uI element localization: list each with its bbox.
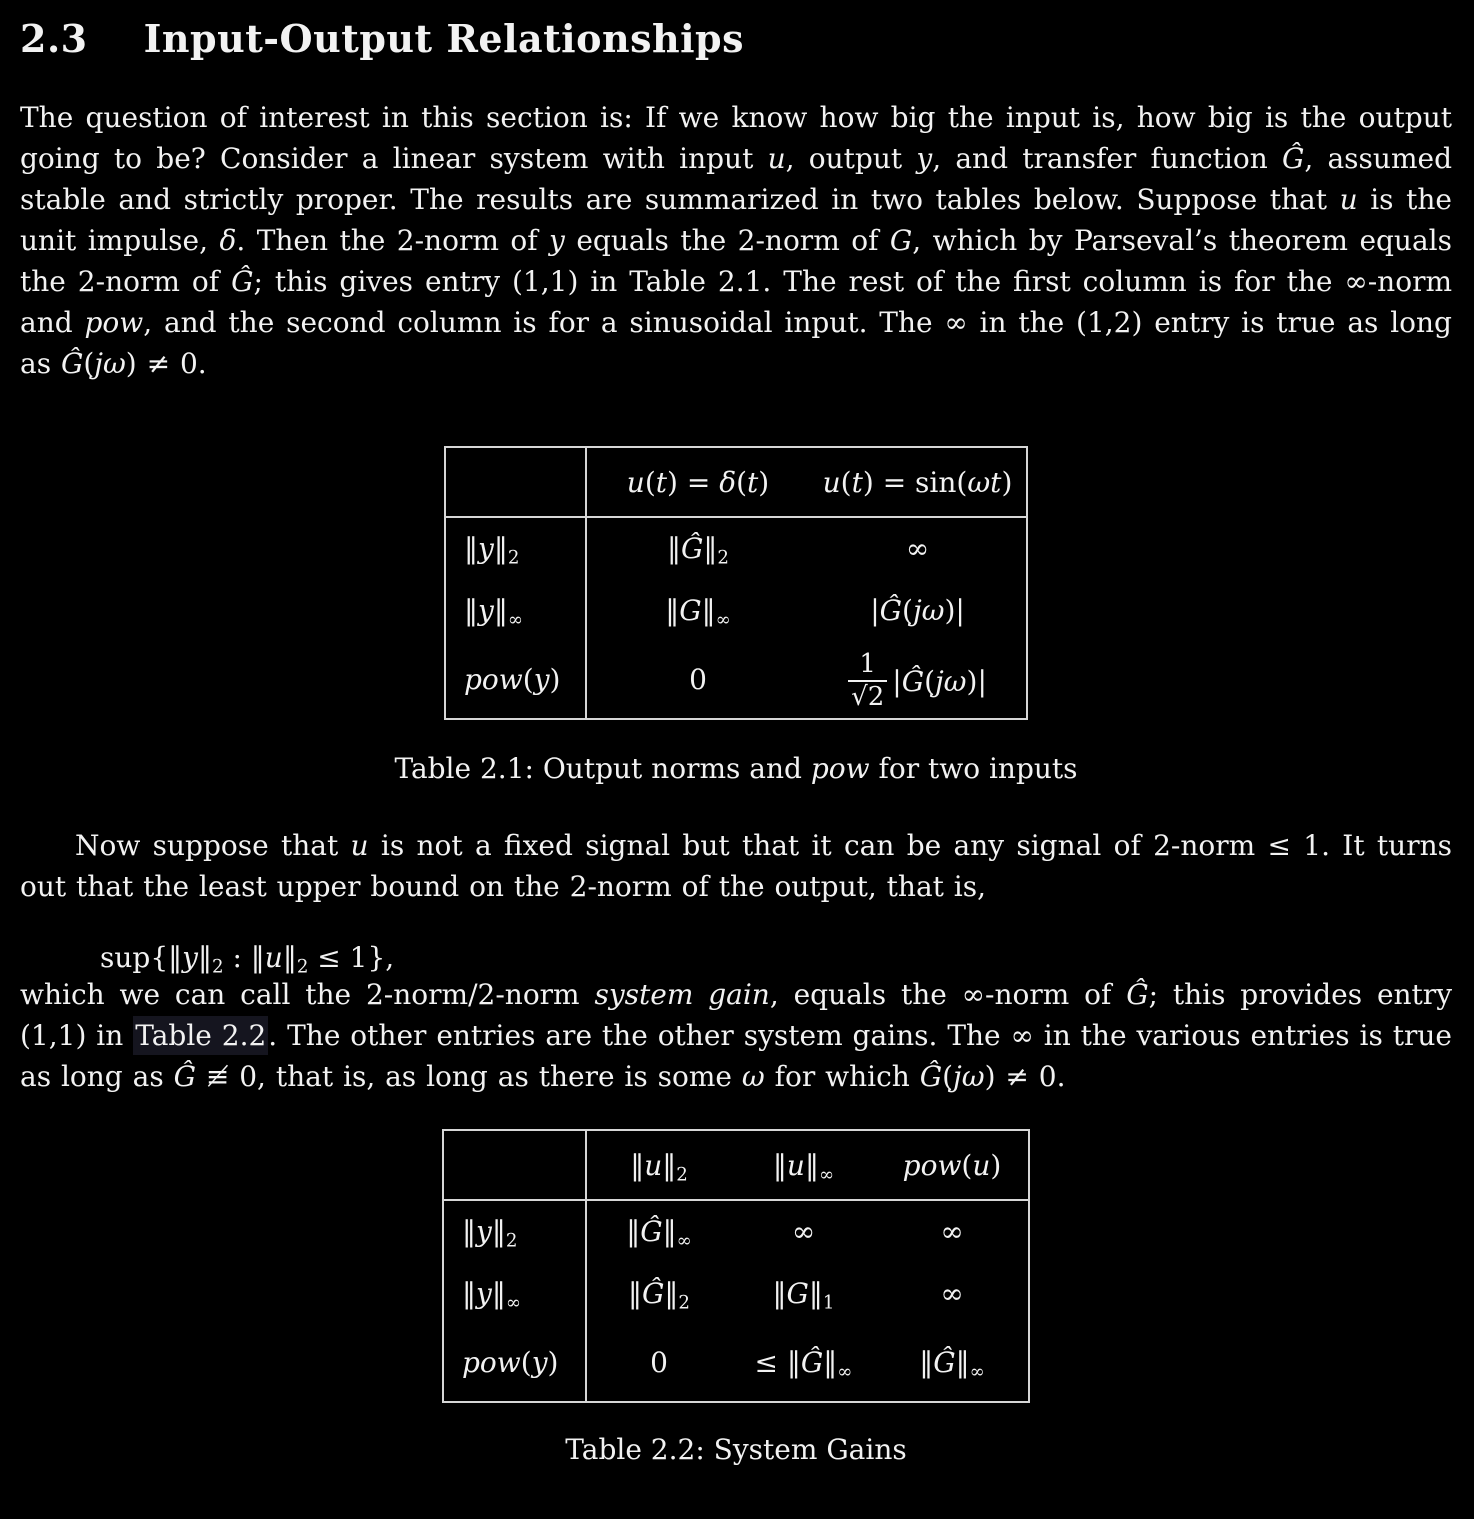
text-segment: ( — [942, 1060, 954, 1093]
text-segment: ‖ — [464, 532, 478, 565]
text-segment: Ĝ — [800, 1346, 824, 1379]
text-segment: ( — [644, 465, 656, 499]
table-row — [445, 579, 1027, 641]
text-segment: Ĝ — [879, 593, 902, 627]
text-segment: t — [851, 465, 863, 499]
table-2-2-corner-cell — [443, 1130, 586, 1200]
text-segment: y — [916, 142, 933, 175]
table-2-2-header-row — [443, 1130, 1029, 1200]
text-segment: G — [889, 224, 913, 257]
paragraph-system-gain — [20, 974, 1452, 1097]
text-segment: Ĝ — [1126, 978, 1149, 1011]
text-segment: u — [786, 1148, 805, 1182]
table-2-2-row-label-yinf — [443, 1262, 586, 1324]
text-segment: ) ≠ 0. — [984, 1060, 1066, 1093]
gain-magnitude-expression — [892, 665, 987, 698]
text-segment: y — [478, 532, 494, 565]
text-segment: ) = sin( — [862, 465, 968, 499]
text-segment: δ — [219, 224, 237, 257]
table-2-2-row-label-y2 — [443, 1200, 586, 1262]
text-segment: 2 — [717, 547, 729, 569]
text-segment: 2 — [296, 956, 309, 978]
text-segment: pow — [84, 306, 144, 339]
text-segment: The question of interest in this section is: If we know how big the input is, how big is the output going to be? Consider a linear system with input — [20, 101, 1452, 175]
text-segment: G — [786, 1276, 809, 1310]
text-segment: ) — [549, 663, 561, 696]
text-segment: . Then the 2-norm of — [236, 224, 550, 257]
text-segment: ‖ — [491, 1215, 506, 1248]
text-segment: ) — [758, 465, 770, 499]
table-2-2-col-header-uinf — [731, 1130, 876, 1200]
paragraph-intro — [20, 97, 1452, 384]
text-segment: y — [478, 593, 494, 627]
text-segment: ω — [741, 1060, 765, 1093]
table-2-1-row-label-y2 — [445, 517, 586, 579]
table-row — [443, 1262, 1029, 1324]
text-segment: 2 — [507, 547, 520, 569]
text-segment: ‖ — [282, 941, 297, 974]
text-segment: u — [626, 465, 645, 499]
table-row — [443, 1324, 1029, 1402]
text-segment: ∞ — [940, 1215, 964, 1248]
text-segment: )| — [966, 665, 987, 698]
text-segment: : ‖ — [223, 941, 265, 974]
text-segment: 0 — [650, 1346, 668, 1379]
text-segment: ( — [840, 465, 852, 499]
text-segment: y — [476, 1215, 492, 1248]
text-segment: ( — [522, 663, 534, 696]
text-segment: pow — [810, 752, 870, 785]
text-segment: u — [822, 465, 841, 499]
text-segment: 2 — [676, 1163, 688, 1185]
text-segment: ‖ — [197, 941, 212, 974]
text-segment: ( — [83, 347, 95, 380]
fraction-denominator — [848, 680, 887, 713]
text-segment: u — [264, 941, 283, 974]
text-segment: , and transfer function — [932, 142, 1282, 175]
table-2-1-col-header-sinusoid — [809, 447, 1027, 517]
text-segment: ‖ — [665, 593, 680, 627]
text-segment: ‖ — [630, 1148, 645, 1182]
text-segment: ) = — [667, 465, 720, 499]
text-segment: ‖ — [462, 1276, 476, 1310]
text-segment: ‖ — [626, 1215, 641, 1248]
table-2-1-corner-cell — [445, 447, 586, 517]
fraction-numerator: 1 — [859, 649, 876, 680]
text-segment: ( — [736, 465, 748, 499]
text-segment: ) — [547, 1346, 559, 1379]
text-segment: ‖ — [464, 593, 478, 627]
text-segment: ‖ — [493, 532, 508, 565]
table-2-2-cell-yinf-powu — [876, 1262, 1029, 1324]
text-segment: ∞ — [905, 532, 930, 565]
text-segment: . The other entries are the other system gains. The ∞ in the various entries is true as long as — [20, 1019, 1453, 1093]
text-segment: Ĝ — [1281, 142, 1305, 175]
text-segment: y — [182, 941, 198, 974]
text-segment: ∞ — [676, 1230, 692, 1252]
table-2-2-cell-y2-uinf — [731, 1200, 876, 1262]
section-number: 2.3 — [20, 16, 88, 61]
text-segment: | — [870, 593, 880, 627]
text-segment: Ĝ — [60, 347, 84, 380]
text-segment: Ĝ — [681, 532, 704, 565]
text-segment: ‖ — [493, 593, 508, 627]
text-segment: ‖ — [955, 1346, 970, 1379]
text-segment: 2 — [505, 1230, 518, 1252]
text-segment: y — [533, 663, 550, 696]
text-segment: G — [679, 593, 702, 627]
text-segment: t — [655, 465, 668, 499]
table-2-2 — [442, 1129, 1030, 1403]
section-heading — [20, 16, 1452, 61]
text-segment: ) — [990, 1148, 1002, 1182]
text-segment: Table 2.1: Output norms and — [394, 752, 811, 785]
text-segment: u — [644, 1148, 663, 1182]
text-segment: equals the 2-norm of — [564, 224, 890, 257]
text-segment: which we can call the 2-norm/2-norm — [20, 978, 595, 1011]
text-segment: ∞ — [837, 1361, 853, 1383]
table-2-2-cell-y2-powu — [876, 1200, 1029, 1262]
text-segment: 1 — [822, 1291, 835, 1313]
text-segment: ∞ — [507, 608, 523, 630]
text-segment: , which by Parseval’s theorem equals the 2-norm of — [20, 224, 1452, 298]
text-segment: ≤ ‖ — [754, 1346, 801, 1379]
text-segment: jω — [935, 665, 967, 698]
text-segment: ≤ 1}, — [308, 941, 395, 974]
text-segment: ∞ — [818, 1163, 835, 1185]
text-segment: is not a fixed signal but that it can be any signal of 2-norm ≤ 1. It turns out that the least upper bound on the 2-norm of the output, that is, — [20, 829, 1452, 903]
table-2-1-row-label-pow — [445, 641, 586, 719]
table-2-2-cell-yinf-uinf — [731, 1262, 876, 1324]
text-segment: , equals the ∞-norm of — [769, 978, 1127, 1011]
text-segment: Ĝ — [231, 265, 254, 298]
text-segment: ∞ — [505, 1291, 521, 1313]
text-segment: pow — [464, 663, 523, 696]
text-segment: u — [350, 829, 369, 862]
text-segment: ωt — [967, 465, 1002, 499]
table-2-1-header-row — [445, 447, 1027, 517]
fraction-expression — [848, 650, 987, 713]
table-row — [445, 641, 1027, 719]
table-2-2-reference-link[interactable]: Table 2.2 — [133, 1016, 268, 1055]
table-2-1-cell-pow-impulse — [586, 641, 809, 719]
table-2-1-caption — [20, 752, 1452, 785]
text-segment: jω — [953, 1060, 985, 1093]
table-2-2-cell-pow-powu — [876, 1324, 1029, 1402]
text-segment: ‖ — [772, 1148, 787, 1182]
text-segment: ∞ — [791, 1215, 816, 1248]
text-segment: 2 — [678, 1291, 690, 1313]
text-segment: for which — [764, 1060, 920, 1093]
radical-sign: √ — [851, 682, 868, 712]
text-segment: sup{‖ — [100, 941, 183, 974]
text-segment: is the unit impulse, — [20, 183, 1452, 257]
text-segment: ‖ — [772, 1276, 787, 1310]
text-segment: δ — [719, 465, 737, 499]
text-segment: 2 — [211, 956, 224, 978]
text-segment: ‖ — [823, 1346, 838, 1379]
text-segment: ‖ — [808, 1276, 823, 1310]
table-2-1 — [444, 446, 1028, 720]
table-2-1-cell-y2-sinusoid — [809, 517, 1027, 579]
text-segment: ) ≠ 0. — [125, 347, 207, 380]
text-segment: ‖ — [804, 1148, 819, 1182]
text-segment: for two inputs — [869, 752, 1078, 785]
text-segment: Now suppose that — [75, 829, 351, 862]
text-segment: jω — [94, 347, 126, 380]
table-2-2-col-header-powu — [876, 1130, 1029, 1200]
text-segment: pow — [462, 1346, 521, 1379]
table-2-1-cell-yinf-sinusoid — [809, 579, 1027, 641]
text-segment: u — [1339, 183, 1358, 216]
text-segment: ( — [961, 1148, 973, 1182]
table-2-2-col-header-u2 — [586, 1130, 731, 1200]
text-segment: u — [972, 1148, 991, 1182]
text-segment: ‖ — [662, 1215, 677, 1248]
text-segment: ( — [924, 665, 935, 698]
table-2-2-cell-pow-uinf — [731, 1324, 876, 1402]
text-segment: system gain — [594, 978, 770, 1011]
table-2-1-row-label-yinf — [445, 579, 586, 641]
text-segment: Ĝ — [901, 665, 925, 698]
text-segment: ‖ — [919, 1346, 934, 1379]
text-segment: Ĝ — [933, 1346, 956, 1379]
text-segment: ( — [902, 593, 913, 627]
table-2-2-cell-yinf-u2 — [586, 1262, 731, 1324]
section-title: Input-Output Relationships — [143, 16, 745, 61]
text-segment: Ĝ — [919, 1060, 943, 1093]
paragraph-now-suppose — [20, 825, 1452, 907]
text-segment: , and the second column is for a sinusoidal input. The ∞ in the (1,2) entry is true as long as — [20, 306, 1452, 380]
one-over-sqrt2-fraction — [848, 650, 887, 713]
radicand: 2 — [867, 682, 885, 712]
text-segment: ‖ — [664, 1276, 679, 1310]
text-segment: , assumed stable and strictly proper. The results are summarized in two tables below. Suppose that — [20, 142, 1452, 216]
table-2-2-row-label-pow — [443, 1324, 586, 1402]
table-2-2-cell-pow-u2 — [586, 1324, 731, 1402]
text-segment: ; this gives entry (1,1) in Table 2.1. The rest of the first column is for the ∞-norm and — [20, 265, 1452, 339]
text-segment: y — [531, 1346, 548, 1379]
text-segment: jω — [912, 593, 945, 627]
text-segment: ; this provides entry (1,1) in — [20, 978, 1453, 1052]
text-segment: ‖ — [703, 532, 718, 565]
text-segment: Ĝ — [173, 1060, 196, 1093]
text-segment: ‖ — [462, 1215, 476, 1248]
text-segment: ∞ — [969, 1361, 985, 1383]
table-2-1-cell-pow-sinusoid — [809, 641, 1027, 719]
text-segment: ‖ — [628, 1276, 643, 1310]
table-2-1-col-header-impulse — [586, 447, 809, 517]
table-2-2-caption — [20, 1433, 1452, 1466]
text-segment: t — [747, 465, 759, 499]
text-segment: ‖ — [701, 593, 716, 627]
text-segment: | — [892, 665, 902, 698]
table-2-1-cell-yinf-impulse — [586, 579, 809, 641]
table-row — [443, 1200, 1029, 1262]
text-segment: ∞ — [940, 1276, 964, 1310]
text-segment: y — [476, 1276, 492, 1310]
text-segment: 0 — [689, 663, 707, 696]
table-row — [445, 517, 1027, 579]
text-segment: ∞ — [715, 608, 731, 630]
text-segment: ‖ — [662, 1148, 677, 1182]
sup-norm-equation — [100, 941, 1452, 978]
text-segment: ) — [1001, 465, 1013, 499]
text-segment: ‖ — [491, 1276, 506, 1310]
text-segment: , output — [785, 142, 917, 175]
text-segment: ‖ — [667, 532, 682, 565]
text-segment: pow — [902, 1148, 962, 1182]
text-segment: Ĝ — [640, 1215, 663, 1248]
text-segment: ( — [520, 1346, 532, 1379]
table-2-1-cell-y2-impulse — [586, 517, 809, 579]
text-segment: Table 2.2: System Gains — [565, 1433, 907, 1466]
table-2-2-cell-y2-u2 — [586, 1200, 731, 1262]
text-segment: y — [549, 224, 565, 257]
text-segment: ≢ 0, that is, as long as there is some — [195, 1060, 742, 1093]
text-segment: )| — [944, 593, 965, 627]
text-segment: u — [767, 142, 786, 175]
text-segment: Ĝ — [642, 1276, 665, 1310]
